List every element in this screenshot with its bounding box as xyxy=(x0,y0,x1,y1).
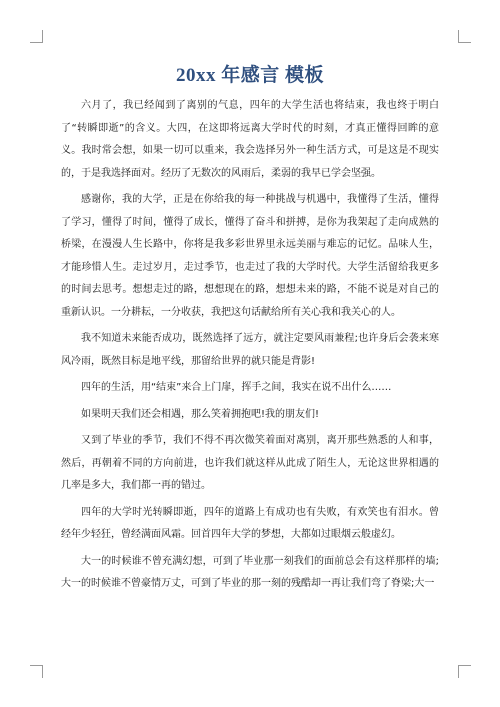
page-corner-mark-bottom-right xyxy=(458,665,471,678)
paragraph-1: 六月了，我已经闻到了离别的气息，四年的大学生活也将结束，我也终于明白了“转瞬即逝”的含义。大四，在这即将远离大学时代的时刻，才真正懂得回眸的意义。我时常会想，如果一切可以重来，我会选择另外一种生活方式，可是这是不现实的，于是我选择面对。经历了无数次的风雨后，柔弱的我早已学会坚强。 xyxy=(61,100,439,179)
document-title: 20xx 年感言 模板 xyxy=(175,65,324,86)
paragraph-5: 如果明天我们还会相遇，那么笑着拥抱吧!我的朋友们! xyxy=(81,408,320,420)
paragraph-7: 四年的大学时光转瞬即逝，四年的道路上有成功也有失败，有欢笑也有泪水。曾经年少轻狂，曾经满面风霜。回首四年大学的梦想，大都如过眼烟云般虚幻。 xyxy=(61,506,439,540)
paragraph-2: 感谢你，我的大学，正是在你给我的每一种挑战与机遇中，我懂得了生活，懂得了学习，懂得了时间，懂得了成长，懂得了奋斗和拼搏，是你为我架起了走向成熟的桥梁，在漫漫人生长路中，你将是我多彩世界里永远美丽与难忘的记忆。品味人生，才能珍惜人生。走过岁月，走过季节，也走过了我的大学时代。大学生活留给我更多的时间去思考。想想走过的路，想想现在的路，想想未来的路，不能不说是对自己的重新认识。一分耕耘，一分收获，我把这句话献给所有关心我和我关心的人。 xyxy=(61,194,439,318)
page-corner-mark-top-right xyxy=(458,30,471,43)
page-corner-mark-bottom-left xyxy=(30,665,43,678)
paragraph-6: 又到了毕业的季节，我们不得不再次微笑着面对离别，离开那些熟悉的人和事，然后，再朝着不同的方向前进，也许我们就这样从此成了陌生人，无论这世界相遇的几率是多大，我们都一再的错过。 xyxy=(61,435,439,491)
document-body xyxy=(61,95,439,596)
paragraph-4: 四年的生活，用“结束”来合上门扉，挥手之间，我实在说不出什么…… xyxy=(81,382,392,393)
paragraph-8: 大一的时候谁不曾充满幻想，可到了毕业那一刻我们的面前总会有这样那样的墙;大一的时候谁不曾豪情万丈，可到了毕业的那一刻的残酷却一再让我们弯了脊梁;大一 xyxy=(61,555,439,589)
paragraph-3: 我不知道未来能否成功，既然选择了远方，就注定要风雨兼程;也许身后会袭来寒风冷雨，既然目标是地平线，那留给世界的就只能是背影! xyxy=(61,333,439,367)
page-corner-mark-top-left xyxy=(30,30,43,43)
